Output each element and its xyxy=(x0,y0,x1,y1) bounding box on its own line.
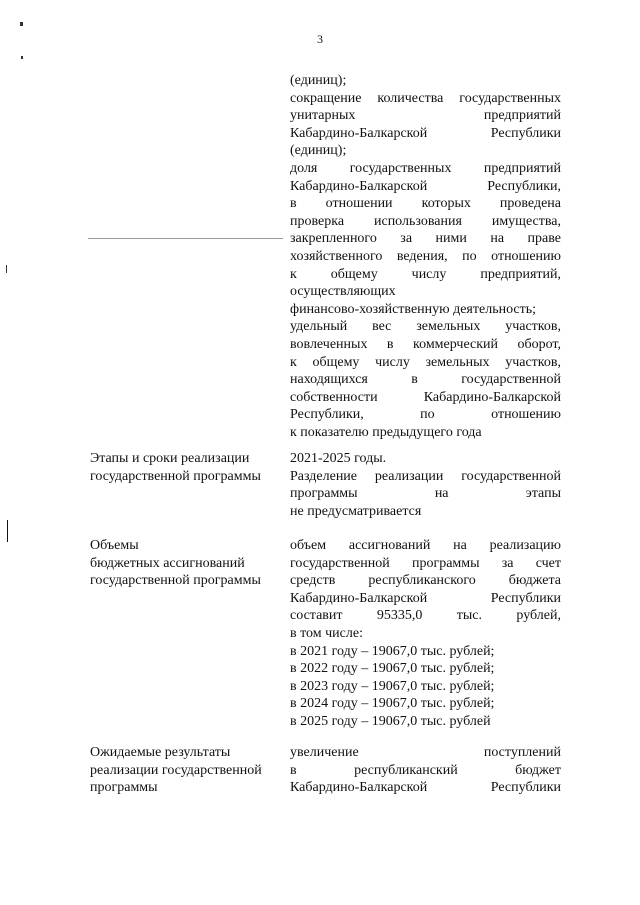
text-line: доля государственных предприятий xyxy=(290,160,561,176)
scan-mark xyxy=(20,22,23,26)
text-line: вовлеченных в коммерческий оборот, xyxy=(290,336,561,352)
text-line: к общему числу земельных участков, xyxy=(290,354,561,370)
text-line: закрепленного за ними на праве xyxy=(290,231,561,247)
scan-mark xyxy=(7,520,8,542)
label-line: государственной программы xyxy=(90,573,261,589)
label-line: Ожидаемые результаты xyxy=(90,745,231,760)
text-line: финансово-хозяйственную деятельность; xyxy=(290,301,537,317)
text-line: программы на этапы xyxy=(290,486,561,502)
text-line: в отношении которых проведена xyxy=(290,196,561,212)
stages-value xyxy=(290,450,561,520)
stages-label xyxy=(90,450,285,485)
label-line: Объемы xyxy=(90,538,139,553)
text-line: Кабардино-Балкарской Республики xyxy=(290,125,561,141)
text-line: собственности Кабардино-Балкарской xyxy=(290,389,561,405)
label-line: программы xyxy=(90,780,158,796)
text-line: в 2021 году – 19067,0 тыс. рублей; xyxy=(290,643,495,659)
page-number: 3 xyxy=(317,32,323,46)
text-line: в 2022 году – 19067,0 тыс. рублей; xyxy=(290,661,495,677)
budget-label xyxy=(90,537,285,590)
text-line: государственной программы за счет xyxy=(290,555,561,571)
text-line: в 2025 году – 19067,0 тыс. рублей xyxy=(290,713,491,729)
scan-mark xyxy=(6,265,7,273)
label-line: государственной программы xyxy=(90,468,261,484)
text-line: Республики, по отношению xyxy=(290,407,561,423)
text-line: хозяйственного ведения, по отношению xyxy=(290,248,561,264)
text-line: унитарных предприятий xyxy=(290,108,561,124)
text-line: сокращение количества государственных xyxy=(290,90,561,106)
text-line: увеличение поступлений xyxy=(290,745,561,760)
text-line: объем ассигнований на реализацию xyxy=(290,538,561,553)
indicators-continuation xyxy=(290,72,561,441)
text-line: 2021-2025 годы. xyxy=(290,451,387,466)
text-line: составит 95335,0 тыс. рублей, xyxy=(290,608,561,624)
text-line: в республиканский бюджет xyxy=(290,762,561,778)
text-line: в том числе: xyxy=(290,625,363,641)
text-line: к общему числу предприятий, xyxy=(290,266,561,282)
label-line: бюджетных ассигнований xyxy=(90,555,245,571)
results-value xyxy=(290,744,561,797)
text-line: удельный вес земельных участков, xyxy=(290,319,561,335)
label-line: реализации государственной xyxy=(90,762,262,778)
text-line: к показателю предыдущего года xyxy=(290,424,482,440)
text-line: осуществляющих xyxy=(290,284,396,300)
text-line: в 2024 году – 19067,0 тыс. рублей; xyxy=(290,696,495,712)
label-line: Этапы и сроки реализации xyxy=(90,451,250,466)
scan-mark xyxy=(21,56,23,59)
text-line: (единиц); xyxy=(290,73,347,88)
text-line: средств республиканского бюджета xyxy=(290,573,561,589)
text-line: (единиц); xyxy=(290,143,347,159)
text-line: Кабардино-Балкарской Республики xyxy=(290,590,561,606)
text-line: в 2023 году – 19067,0 тыс. рублей; xyxy=(290,678,495,694)
text-line: проверка использования имущества, xyxy=(290,213,561,229)
text-line: находящихся в государственной xyxy=(290,372,561,388)
text-line: Кабардино-Балкарской Республики xyxy=(290,780,561,796)
scan-dash-line xyxy=(88,238,283,239)
text-line: не предусматривается xyxy=(290,503,422,519)
budget-value xyxy=(290,537,561,731)
text-line: Кабардино-Балкарской Республики, xyxy=(290,178,561,194)
text-line: Разделение реализации государственной xyxy=(290,468,561,484)
results-label xyxy=(90,744,285,797)
